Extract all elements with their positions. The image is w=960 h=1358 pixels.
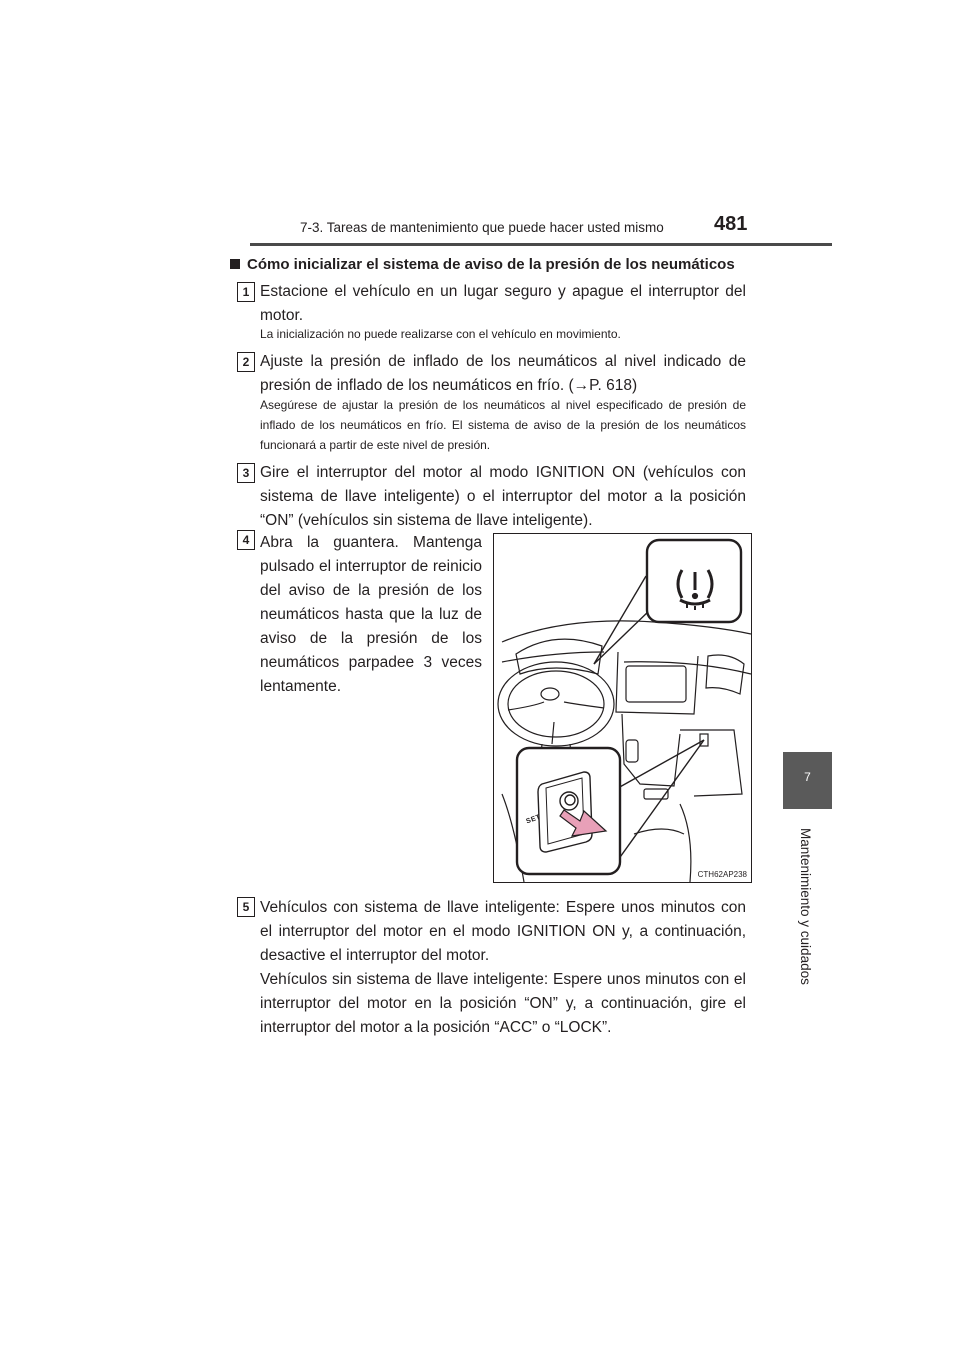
step-number-3: 3 xyxy=(237,463,255,483)
header-divider xyxy=(250,243,832,246)
step-5-text: Vehículos con sistema de llave inteligente: Espere unos minutos con el interruptor del motor en el modo IGNITION ON y, a continuación, desactive el interruptor del motor. xyxy=(260,899,746,964)
step-number-2: 2 xyxy=(237,352,255,372)
step-2-text: Ajuste la presión de inflado de los neumáticos al nivel indicado de presión de inflado de los neumáticos en frío. (→P. 618) xyxy=(260,353,746,394)
step-5-text-2: Vehículos sin sistema de llave inteligente: Espere unos minutos con el interruptor del motor en la posición “ON” y, a continuación, gire el interruptor del motor a la posición “ACC” o “LOCK”. xyxy=(260,971,746,1036)
step-number-5: 5 xyxy=(237,897,255,917)
step-4-text: Abra la guantera. Mantenga pulsado el interruptor de reinicio del aviso de la presión de los neumáticos hasta que la luz de aviso de la presión de los neumáticos parpadee 3 veces lentamente. xyxy=(260,534,482,695)
chapter-label: Mantenimiento y cuidados xyxy=(798,828,813,985)
step-1-text: Estacione el vehículo en un lugar seguro y apague el interruptor del motor. xyxy=(260,283,746,324)
section-title: 7-3. Tareas de mantenimiento que puede hacer usted mismo xyxy=(300,220,664,235)
step-2-note: Asegúrese de ajustar la presión de los neumáticos al nivel especificado de presión de inflado de los neumáticos en frío. El sistema de aviso de la presión de los neumáticos funcionará a partir de este nivel de presión. xyxy=(260,398,746,452)
step-1-note: La inicialización no puede realizarse con el vehículo en movimiento. xyxy=(260,327,621,341)
figure-code: CTH62AP238 xyxy=(697,870,747,879)
glovebox-switch-illustration xyxy=(493,533,752,883)
step-number-1: 1 xyxy=(237,282,255,302)
step-3-text: Gire el interruptor del motor al modo IGNITION ON (vehículos con sistema de llave inteligente) o el interruptor del motor a la posición “ON” (vehículos sin sistema de llave inteligente). xyxy=(260,464,746,529)
dashboard-drawing xyxy=(494,534,751,882)
section-heading-text: Cómo inicializar el sistema de aviso de la presión de los neumáticos xyxy=(247,256,735,273)
chapter-tab xyxy=(783,752,832,809)
chapter-number: 7 xyxy=(804,770,811,784)
square-bullet-icon xyxy=(230,259,240,269)
switch-set-label: SET xyxy=(525,813,542,826)
page-number: 481 xyxy=(714,213,748,235)
step-number-4: 4 xyxy=(237,530,255,550)
section-heading xyxy=(230,256,735,273)
